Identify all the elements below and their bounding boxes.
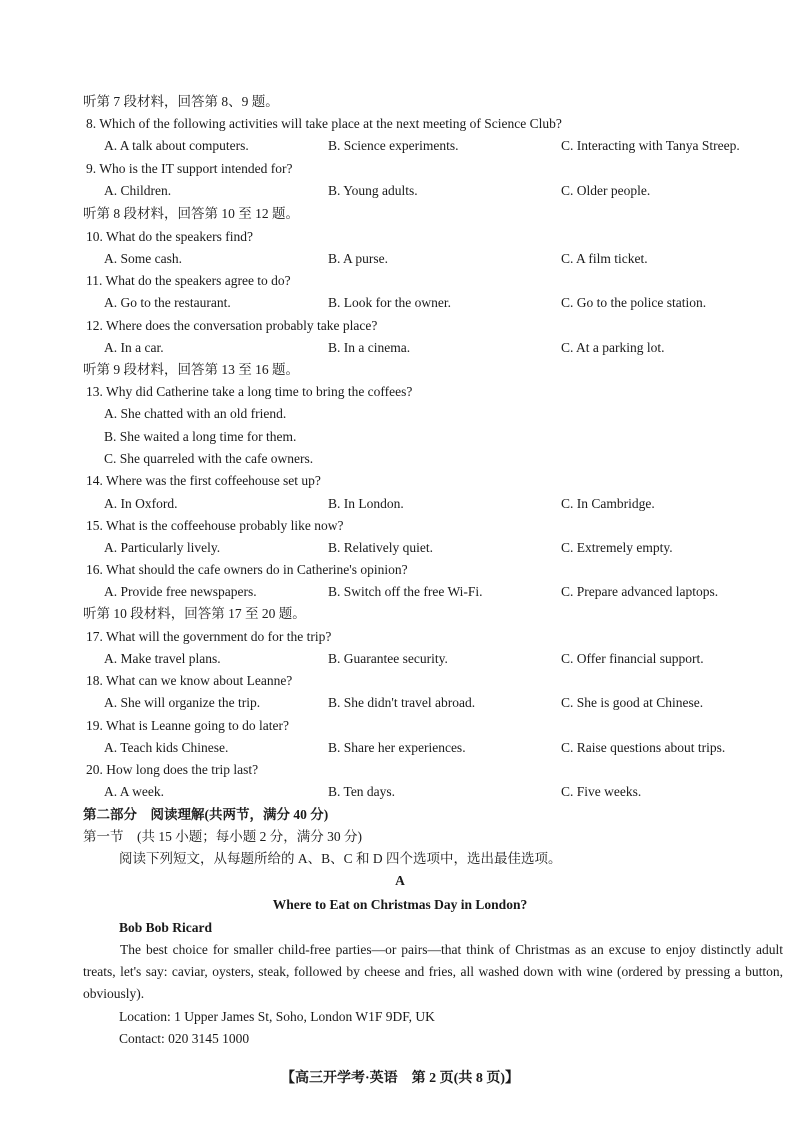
question-stem: 18. What can we know about Leanne? — [86, 673, 293, 688]
passage-title: Where to Eat on Christmas Day in London? — [272, 897, 528, 912]
question-stem: 20. How long does the trip last? — [86, 762, 259, 777]
option-a: A. Make travel plans. — [104, 651, 221, 666]
answer-options — [104, 180, 800, 202]
option-c: C. In Cambridge. — [561, 496, 655, 511]
option-a: A. Provide free newspapers. — [104, 584, 257, 599]
section-heading: 听第 10 段材料，回答第 17 至 20 题。 — [83, 606, 306, 621]
option-c: C. Five weeks. — [561, 784, 642, 799]
option-c: C. A film ticket. — [561, 251, 648, 266]
option-b: B. In a cinema. — [328, 340, 411, 355]
section-title: 第一节 (共 15 小题；每小题 2 分，满分 30 分) — [83, 829, 362, 844]
option-a: A. Go to the restaurant. — [104, 295, 231, 310]
passage-letter: A — [395, 873, 405, 888]
question-stem: 19. What is Leanne going to do later? — [86, 718, 289, 733]
option-c: C. Prepare advanced laptops. — [561, 584, 719, 599]
option-c: C. Interacting with Tanya Streep. — [561, 138, 740, 153]
answer-options — [104, 692, 800, 714]
option-b: B. In London. — [328, 496, 404, 511]
option-b: B. Relatively quiet. — [328, 540, 433, 555]
option-c: C. She quarreled with the cafe owners. — [104, 451, 314, 466]
answer-options — [104, 737, 800, 759]
restaurant-name: Bob Bob Ricard — [119, 920, 213, 935]
question-stem: 13. Why did Catherine take a long time to bring the coffees? — [86, 384, 413, 399]
option-c: C. Raise questions about trips. — [561, 740, 726, 755]
option-b: B. Guarantee security. — [328, 651, 448, 666]
answer-options — [104, 292, 800, 314]
option-c: C. Offer financial support. — [561, 651, 704, 666]
question-stem: 8. Which of the following activities will take place at the next meeting of Science Club? — [86, 116, 562, 131]
option-b: B. Ten days. — [328, 784, 396, 799]
question-stem: 12. Where does the conversation probably take place? — [86, 318, 378, 333]
option-c: C. She is good at Chinese. — [561, 695, 704, 710]
option-a: A. A week. — [104, 784, 164, 799]
option-c: C. Go to the police station. — [561, 295, 707, 310]
option-b: B. She didn't travel abroad. — [328, 695, 476, 710]
option-c: C. Older people. — [561, 183, 651, 198]
answer-options — [104, 135, 800, 157]
answer-options — [104, 648, 800, 670]
section-heading: 听第 9 段材料，回答第 13 至 16 题。 — [83, 362, 299, 377]
section-heading: 听第 8 段材料，回答第 10 至 12 题。 — [83, 206, 299, 221]
option-b: B. A purse. — [328, 251, 389, 266]
option-b: B. Switch off the free Wi-Fi. — [328, 584, 483, 599]
option-a: A. In Oxford. — [104, 496, 178, 511]
restaurant-location: Location: 1 Upper James St, Soho, London W1F 9DF, UK — [119, 1009, 435, 1024]
option-a: A. A talk about computers. — [104, 138, 249, 153]
option-a: A. She will organize the trip. — [104, 695, 261, 710]
option-c: C. Extremely empty. — [561, 540, 673, 555]
answer-options — [104, 537, 800, 559]
answer-options — [104, 781, 800, 803]
option-a: A. Children. — [104, 183, 172, 198]
section-heading: 听第 7 段材料，回答第 8、9 题。 — [83, 94, 279, 109]
option-b: B. Young adults. — [328, 183, 418, 198]
question-stem: 10. What do the speakers find? — [86, 229, 253, 244]
answer-options — [104, 493, 800, 515]
question-stem: 11. What do the speakers agree to do? — [86, 273, 291, 288]
option-c: C. At a parking lot. — [561, 340, 665, 355]
question-stem: 17. What will the government do for the trip? — [86, 629, 332, 644]
option-b: B. Share her experiences. — [328, 740, 466, 755]
question-stem: 15. What is the coffeehouse probably like now? — [86, 518, 344, 533]
option-a: A. In a car. — [104, 340, 164, 355]
answer-options — [104, 581, 800, 603]
question-stem: 9. Who is the IT support intended for? — [86, 161, 293, 176]
option-a: A. Some cash. — [104, 251, 182, 266]
option-a: A. Teach kids Chinese. — [104, 740, 229, 755]
answer-options — [104, 248, 800, 270]
answer-options — [104, 337, 800, 359]
restaurant-contact: Contact: 020 3145 1000 — [119, 1031, 250, 1046]
question-stem: 16. What should the cafe owners do in Catherine's opinion? — [86, 562, 408, 577]
page-footer: 【高三开学考·英语 第 2 页(共 8 页)】 — [281, 1071, 519, 1086]
option-b: B. Look for the owner. — [328, 295, 451, 310]
option-b: B. She waited a long time for them. — [104, 429, 297, 444]
reading-instruction: 阅读下列短文，从每题所给的 A、B、C 和 D 四个选项中，选出最佳选项。 — [119, 851, 562, 866]
restaurant-description: The best choice for smaller child-free parties—or pairs—that think of Christmas as an excuse to enjoy distinctly adult treats, let's say: caviar, oysters, steak, followed by cheese and fries, all washed down with wine (ordered by pressing a button, obviously). — [83, 942, 783, 1001]
option-a: A. She chatted with an old friend. — [104, 406, 287, 421]
option-a: A. Particularly lively. — [104, 540, 221, 555]
option-b: B. Science experiments. — [328, 138, 459, 153]
part-title: 第二部分 阅读理解(共两节，满分 40 分) — [83, 807, 329, 822]
question-stem: 14. Where was the first coffeehouse set up? — [86, 473, 321, 488]
